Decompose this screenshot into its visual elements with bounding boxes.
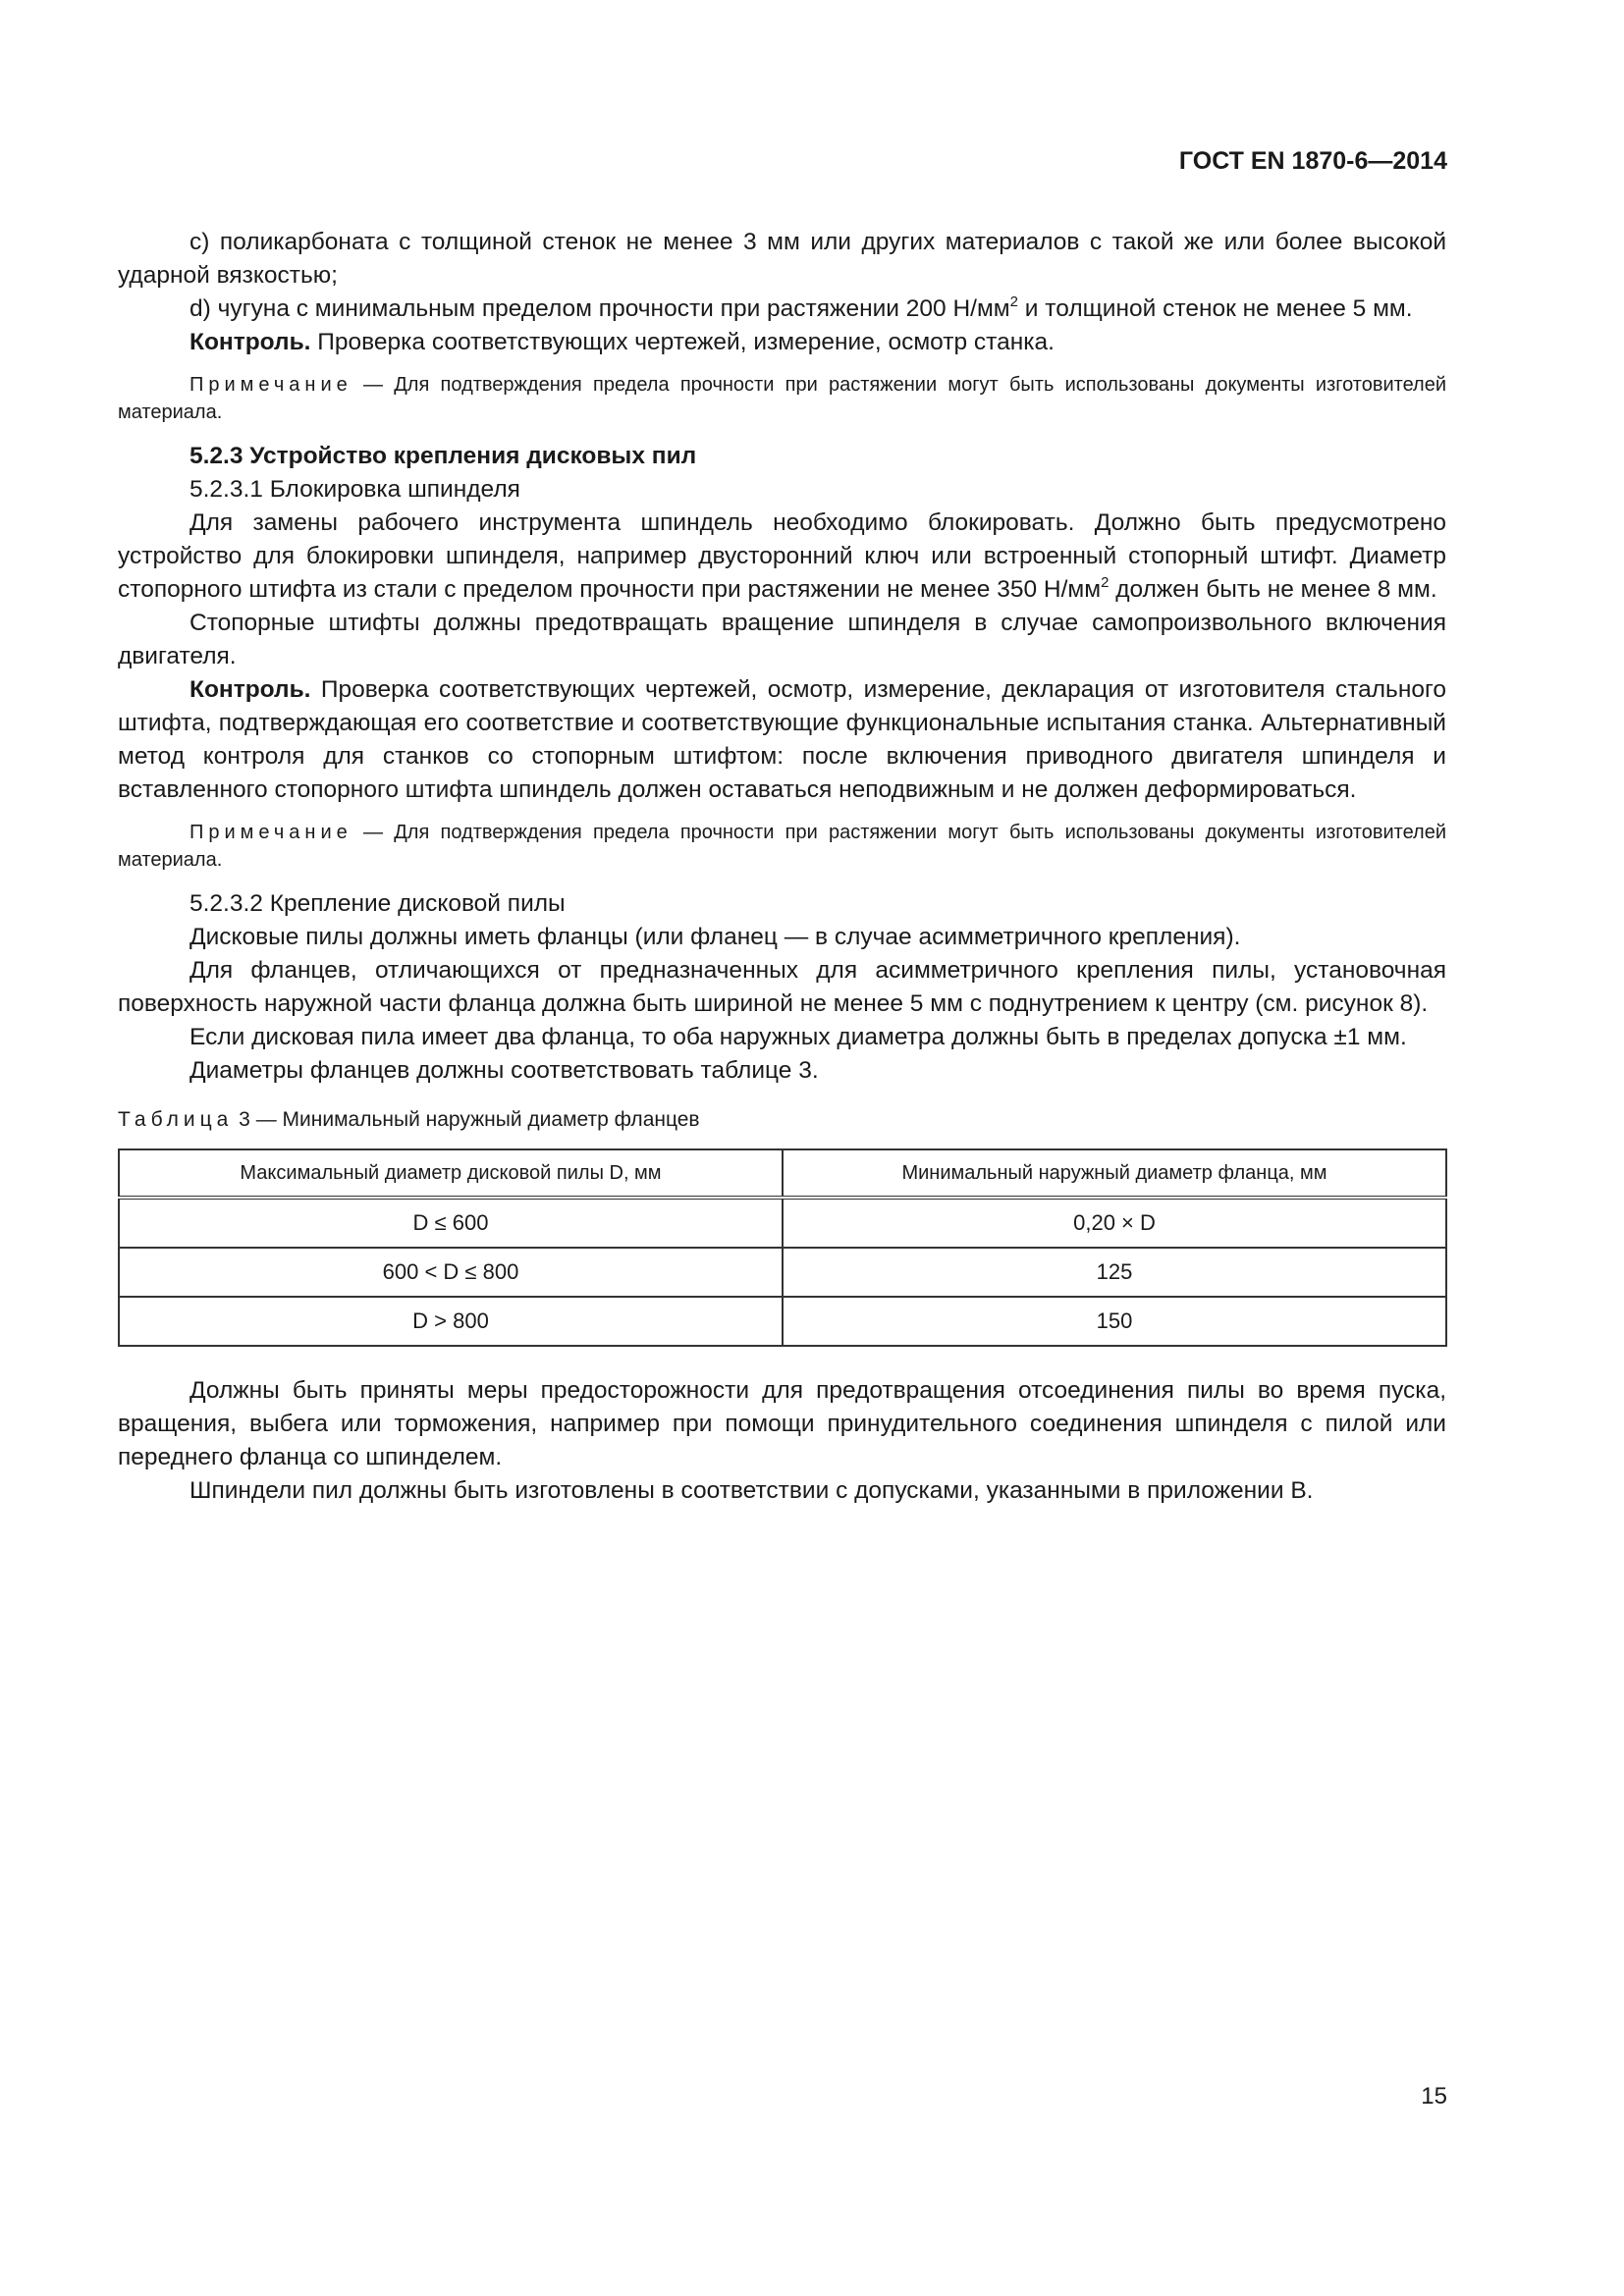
paragraph: Для фланцев, отличающихся от предназначенных для асимметричного крепления пилы, установочная поверхность наружной части фланца должна быть шириной не менее 5 мм с поднутрением к центру (см. рисунок 8). <box>118 957 1446 1017</box>
document-code: ГОСТ EN 1870-6—2014 <box>1178 147 1447 175</box>
control-paragraph <box>118 326 1446 359</box>
subsection-heading: 5.2.3.1 Блокировка шпинделя <box>189 476 520 503</box>
paragraph: Дисковые пилы должны иметь фланцы (или фланец — в случае асимметричного крепления). <box>189 924 1241 950</box>
page-body <box>118 226 1446 1508</box>
table-caption-label: Таблица <box>118 1108 234 1131</box>
note-label: Примечание <box>189 374 352 396</box>
paragraph: Должны быть приняты меры предосторожности для предотвращения отсоединения пилы во время пуска, вращения, выбега или торможения, например при помощи принудительного соединения шпинделя с пилой или переднего фланца со шпинделем. <box>118 1377 1446 1470</box>
table-cell: D > 800 <box>119 1297 783 1346</box>
paragraph: Если дисковая пила имеет два фланца, то оба наружных диаметра должны быть в пределах допуска ±1 мм. <box>189 1024 1407 1050</box>
page-number: 15 <box>1421 2083 1447 2109</box>
control-text: Проверка соответствующих чертежей, измерение, осмотр станка. <box>310 329 1055 355</box>
list-item-d-text: d) чугуна с минимальным пределом прочности при растяжении 200 Н/мм <box>189 295 1010 322</box>
note-text: — Для подтверждения предела прочности при растяжении могут быть использованы документы изготовителей материала. <box>118 822 1446 871</box>
control-label: Контроль. <box>189 676 311 703</box>
table-row <box>119 1297 1446 1346</box>
control-text: Проверка соответствующих чертежей, осмотр, измерение, декларация от изготовителя стального штифта, подтверждающая его соответствие и соответствующие функциональные испытания станка. Альтернативный метод контроля для станков со стопорным штифтом: после включения приводного двигателя шпинделя и вставленного стопорного штифта шпиндель должен оставаться неподвижным и не должен деформироваться. <box>118 676 1446 803</box>
superscript: 2 <box>1101 574 1110 591</box>
superscript: 2 <box>1009 294 1018 310</box>
flange-diameter-table <box>118 1148 1447 1347</box>
list-item-c: с) поликарбоната с толщиной стенок не менее 3 мм или других материалов с такой же или более высокой ударной вязкостью; <box>118 229 1446 289</box>
table-header-cell: Максимальный диаметр дисковой пилы D, мм <box>119 1149 783 1198</box>
table-cell: 0,20 × D <box>783 1198 1446 1248</box>
table-row <box>119 1248 1446 1297</box>
table-cell: 600 < D ≤ 800 <box>119 1248 783 1297</box>
control-label: Контроль. <box>189 329 311 355</box>
subsection-heading: 5.2.3.2 Крепление дисковой пилы <box>189 890 566 917</box>
note <box>118 371 1446 426</box>
table-caption-text: 3 — Минимальный наружный диаметр фланцев <box>233 1108 700 1131</box>
paragraph: Диаметры фланцев должны соответствовать таблице 3. <box>189 1057 819 1084</box>
paragraph <box>118 507 1446 607</box>
note <box>118 819 1446 874</box>
table-header-row <box>119 1149 1446 1198</box>
table-header-cell: Минимальный наружный диаметр фланца, мм <box>783 1149 1446 1198</box>
section-heading: 5.2.3 Устройство крепления дисковых пил <box>189 443 697 469</box>
table-caption <box>118 1103 1446 1137</box>
list-item-d-text-end: и толщиной стенок не менее 5 мм. <box>1018 295 1413 322</box>
paragraph: Шпиндели пил должны быть изготовлены в соответствии с допусками, указанными в приложении В. <box>189 1477 1314 1504</box>
paragraph-text: Для замены рабочего инструмента шпиндель необходимо блокировать. Должно быть предусмотрено устройство для блокировки шпинделя, например двусторонний ключ или встроенный стопорный штифт. Диаметр стопорного штифта из стали с пределом прочности при растяжении не менее 350 Н/мм <box>118 509 1446 603</box>
paragraph: Стопорные штифты должны предотвращать вращение шпинделя в случае самопроизвольного включения двигателя. <box>118 610 1446 669</box>
note-label: Примечание <box>189 822 352 843</box>
paragraph-text-end: должен быть не менее 8 мм. <box>1109 576 1437 603</box>
note-text: — Для подтверждения предела прочности при растяжении могут быть использованы документы изготовителей материала. <box>118 374 1446 423</box>
table-cell: 125 <box>783 1248 1446 1297</box>
table-row <box>119 1198 1446 1248</box>
table-cell: D ≤ 600 <box>119 1198 783 1248</box>
control-paragraph <box>118 673 1446 807</box>
table-cell: 150 <box>783 1297 1446 1346</box>
list-item-d <box>118 293 1446 326</box>
